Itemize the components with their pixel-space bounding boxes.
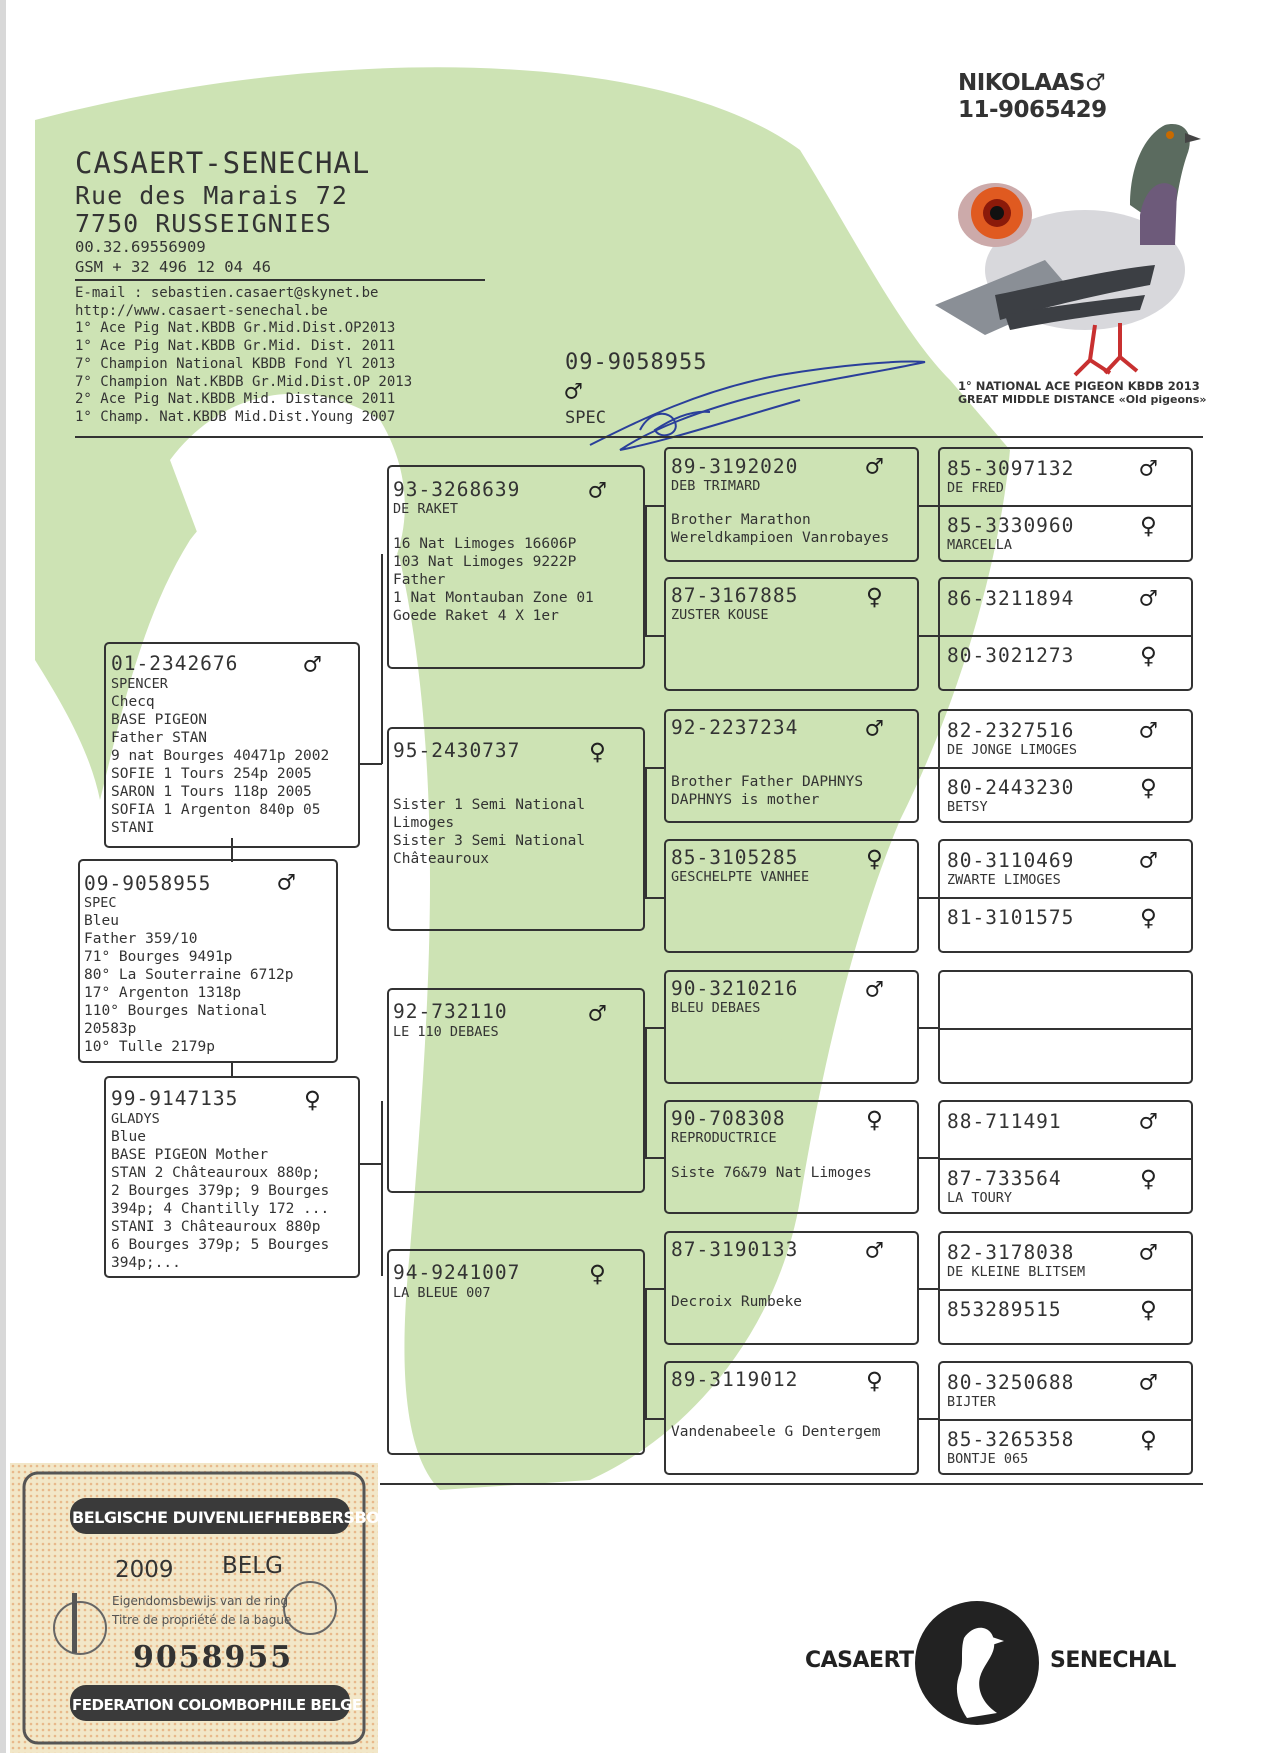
pigeon-name: ZWARTE LIMOGES — [947, 872, 1061, 888]
pigeon-name: DE RAKET — [393, 501, 459, 517]
pigeon-logo-icon — [912, 1593, 1042, 1733]
pedigree-card-gggp-pair-8[interactable] — [938, 1361, 1193, 1475]
pigeon-name: BLEU DEBAES — [671, 1000, 761, 1016]
connector — [645, 1418, 665, 1420]
connector — [919, 1027, 939, 1029]
pigeon-name: MARCELLA — [947, 537, 1013, 553]
female-icon: ♀ — [1140, 1293, 1157, 1326]
pedigree-card-gp-4[interactable] — [387, 1249, 645, 1455]
male-icon: ♂ — [866, 1234, 883, 1267]
achievement-4: 7° Champion Nat.KBDB Gr.Mid.Dist.OP 2013 — [75, 373, 413, 390]
pigeon-ring: 82-2327516 — [947, 719, 1075, 742]
connector — [359, 1163, 382, 1165]
pair-divider — [940, 635, 1191, 637]
pigeon-ring: 80-3110469 — [947, 849, 1075, 872]
pigeon-ring: 86-3211894 — [947, 587, 1075, 610]
pigeon-notes: Blue BASE PIGEON Mother STAN 2 Châteauroux 880p; 2 Bourges 379p; 9 Bourges 394p; 4 Chantilly 172 ... STANI 3 Châteauroux 880p 6 Bourges 379p; 5 Bourges 394p;... — [111, 1129, 330, 1271]
breeder-name: CASAERT-SENECHAL — [75, 146, 371, 180]
connector — [645, 1027, 665, 1029]
pigeon-name: BONTJE 065 — [947, 1451, 1029, 1467]
header-divider — [75, 279, 485, 281]
male-icon: ♂ — [589, 474, 606, 507]
stamp-title-bottom: FEDERATION COLOMBOPHILE BELGE — [72, 1696, 362, 1714]
connector — [645, 897, 665, 899]
pedigree-card-main[interactable] — [78, 859, 338, 1063]
pigeon-ring: 853289515 — [947, 1298, 1062, 1321]
pedigree-bottom-divider — [380, 1483, 1203, 1485]
pigeon-name: DE JONGE LIMOGES — [947, 742, 1078, 758]
connector — [919, 897, 939, 899]
pigeon-notes: Checq BASE PIGEON Father STAN 9 nat Bourges 40471p 2002 SOFIE 1 Tours 254p 2005 SARON 1 Tours 118p 2005 SOFIA 1 Argenton 840p 05 STANI — [111, 694, 330, 836]
headline-pigeon-ring: 11-9065429 — [958, 97, 1107, 123]
female-icon: ♀ — [304, 1083, 321, 1116]
pigeon-ring: 95-2430737 — [393, 739, 521, 762]
pigeon-ring: 85-3105285 — [671, 846, 799, 869]
headline-caption-2: GREAT MIDDLE DISTANCE «Old pigeons» — [958, 393, 1207, 406]
female-icon: ♀ — [589, 1257, 606, 1290]
pedigree-card-ggp-5[interactable] — [664, 970, 919, 1084]
connector — [645, 767, 665, 769]
pigeon-name: REPRODUCTRICE — [671, 1130, 777, 1146]
pigeon-notes: 16 Nat Limoges 16606P 103 Nat Limoges 9222P Father 1 Nat Montauban Zone 01 Goede Raket 4 X 1er — [393, 536, 594, 624]
pigeon-ring: 92-2237234 — [671, 716, 799, 739]
eye-photo-icon — [955, 180, 1035, 250]
connector — [919, 505, 939, 507]
breeder-city: 7750 RUSSEIGNIES — [75, 209, 332, 238]
male-icon: ♂ — [1140, 452, 1157, 485]
connector — [645, 505, 647, 635]
breeder-email: E-mail : sebastien.casaert@skynet.be — [75, 285, 379, 301]
male-icon: ♂ — [1140, 582, 1157, 615]
pigeon-ring: 81-3101575 — [947, 906, 1075, 929]
pigeon-ring: 87-733564 — [947, 1167, 1062, 1190]
breeder-street: Rue des Marais 72 — [75, 181, 348, 210]
pigeon-name: ZUSTER KOUSE — [671, 607, 769, 623]
pedigree-card-gggp-pair-3[interactable] — [938, 709, 1193, 823]
connector — [645, 1288, 665, 1290]
pigeon-notes: Bleu Father 359/10 71° Bourges 9491p 80° La Souterraine 6712p 17° Argenton 1318p 110° Bourges National 20583p 10° Tulle 2179p — [84, 913, 294, 1055]
pigeon-ring: 82-3178038 — [947, 1241, 1075, 1264]
pigeon-ring: 85-3097132 — [947, 457, 1075, 480]
pigeon-ring: 85-3265358 — [947, 1428, 1075, 1451]
subject-ring: 09-9058955 — [565, 350, 708, 375]
pigeon-notes: Vandenabeele G Dentergem — [671, 1424, 881, 1440]
connector — [645, 767, 647, 897]
female-icon: ♀ — [866, 1103, 883, 1136]
headline-pigeon-name: NIKOLAAS♂ — [958, 70, 1106, 96]
stamp-line-1: Eigendomsbewijs van de ring — [112, 1594, 289, 1608]
pedigree-top-divider — [75, 436, 1203, 438]
connector — [645, 635, 665, 637]
pigeon-notes: Siste 76&79 Nat Limoges — [671, 1165, 872, 1181]
pigeon-ring: 87-3167885 — [671, 584, 799, 607]
pedigree-card-ggp-3[interactable] — [664, 709, 919, 823]
pair-divider — [940, 505, 1191, 507]
connector — [645, 1288, 647, 1418]
pigeon-ring: 80-3250688 — [947, 1371, 1075, 1394]
pedigree-card-gggp-pair-5[interactable] — [938, 970, 1193, 1084]
connector — [919, 767, 939, 769]
connector — [381, 554, 383, 764]
breeder-website: http://www.casaert-senechal.be — [75, 302, 328, 319]
pigeon-name: SPENCER — [111, 676, 168, 692]
pair-divider — [940, 1289, 1191, 1291]
pigeon-ring: 92-732110 — [393, 1000, 508, 1023]
pedigree-card-ggp-2[interactable] — [664, 577, 919, 691]
logo-text-right: SENECHAL — [1050, 1648, 1176, 1673]
subject-name: SPEC — [565, 408, 606, 428]
pigeon-name: LA BLEUE 007 — [393, 1285, 491, 1301]
pigeon-ring: 89-3119012 — [671, 1368, 799, 1391]
achievement-6: 1° Champ. Nat.KBDB Mid.Dist.Young 2007 — [75, 408, 396, 425]
pair-divider — [940, 1158, 1191, 1160]
headline-caption-1: 1° NATIONAL ACE PIGEON KBDB 2013 — [958, 379, 1200, 393]
pedigree-card-gggp-pair-7[interactable] — [938, 1231, 1193, 1345]
pigeon-ring: 09-9058955 — [84, 872, 212, 895]
male-icon: ♂ — [1140, 1105, 1157, 1138]
pedigree-card-gggp-pair-2[interactable] — [938, 577, 1193, 691]
pair-divider — [940, 897, 1191, 899]
stamp-title-top: BELGISCHE DUIVENLIEFHEBBERSBOND — [72, 1508, 405, 1527]
pigeon-name: BETSY — [947, 799, 988, 815]
logo-text-left: CASAERT — [805, 1648, 914, 1673]
stamp-line-2: Titre de propriété de la bague — [112, 1613, 292, 1627]
male-icon: ♂ — [1140, 844, 1157, 877]
achievement-1: 1° Ace Pig Nat.KBDB Gr.Mid.Dist.OP2013 — [75, 320, 396, 337]
connector — [381, 1101, 383, 1276]
connector — [919, 1288, 939, 1290]
pigeon-ring: 90-708308 — [671, 1107, 786, 1130]
stamp-country: BELG — [222, 1553, 283, 1579]
pigeon-ring: 90-3210216 — [671, 977, 799, 1000]
pigeon-name: BIJTER — [947, 1394, 996, 1410]
pigeon-name: SPEC — [84, 895, 117, 911]
connector — [919, 1157, 939, 1159]
pedigree-card-ggp-6[interactable] — [664, 1100, 919, 1214]
male-icon: ♂ — [278, 866, 295, 899]
pair-divider — [940, 1419, 1191, 1421]
pigeon-name: DEB TRIMARD — [671, 478, 761, 494]
pedigree-card-ggp-7[interactable] — [664, 1231, 919, 1345]
pigeon-name: DE FRED — [947, 480, 1004, 496]
pigeon-ring: 89-3192020 — [671, 455, 799, 478]
male-icon: ♂ — [1140, 1366, 1157, 1399]
pair-divider — [940, 1028, 1191, 1030]
male-icon: ♂ — [1140, 714, 1157, 747]
pedigree-card-gggp-pair-1[interactable] — [938, 447, 1193, 562]
pigeon-ring: 93-3268639 — [393, 478, 521, 501]
female-icon: ♀ — [1140, 509, 1157, 542]
pedigree-card-ggp-4[interactable] — [664, 839, 919, 953]
female-icon: ♀ — [866, 580, 883, 613]
pigeon-name: LA TOURY — [947, 1190, 1013, 1206]
female-icon: ♀ — [1140, 1423, 1157, 1456]
achievement-5: 2° Ace Pig Nat.KBDB Mid. Distance 2011 — [75, 391, 396, 408]
achievement-2: 1° Ace Pig Nat.KBDB Gr.Mid. Dist. 2011 — [75, 338, 396, 355]
male-icon: ♂ — [304, 648, 321, 681]
pedigree-card-gggp-pair-4[interactable] — [938, 839, 1193, 953]
connector — [645, 505, 665, 507]
pigeon-ring: 87-3190133 — [671, 1238, 799, 1261]
pigeon-name: GESCHELPTE VANHEE — [671, 869, 810, 885]
pedigree-card-gp-3[interactable] — [387, 988, 645, 1193]
female-icon: ♀ — [866, 842, 883, 875]
pedigree-card-gp-1[interactable] — [387, 465, 645, 669]
pair-divider — [940, 767, 1191, 769]
female-icon: ♀ — [589, 735, 606, 768]
pigeon-ring: 94-9241007 — [393, 1261, 521, 1284]
male-icon: ♂ — [866, 712, 883, 745]
female-icon: ♀ — [1140, 639, 1157, 672]
pedigree-card-ggp-1[interactable] — [664, 447, 919, 562]
connector — [645, 1157, 665, 1159]
breeder-gsm: GSM + 32 496 12 04 46 — [75, 258, 271, 276]
male-icon: ♂ — [866, 973, 883, 1006]
female-icon: ♀ — [1140, 771, 1157, 804]
subject-sex-icon: ♂ — [565, 375, 582, 408]
female-icon: ♀ — [1140, 901, 1157, 934]
breeder-info-list — [75, 285, 412, 427]
pigeon-name: LE 110 DEBAES — [393, 1024, 499, 1040]
male-icon: ♂ — [589, 997, 606, 1030]
connector — [359, 763, 382, 765]
connector — [645, 1027, 647, 1157]
pigeon-ring: 99-9147135 — [111, 1087, 239, 1110]
pedigree-card-sire[interactable] — [104, 642, 360, 848]
pigeon-ring: 01-2342676 — [111, 652, 239, 675]
connector — [231, 1063, 233, 1077]
signature-icon — [580, 350, 940, 460]
pigeon-notes: Brother Marathon Wereldkampioen Vanrobayes — [671, 512, 890, 546]
connector — [919, 635, 939, 637]
pigeon-ring: 85-3330960 — [947, 514, 1075, 537]
pigeon-ring: 80-3021273 — [947, 644, 1075, 667]
pigeon-notes: Brother Father DAPHNYS DAPHNYS is mother — [671, 774, 864, 808]
stamp-ring-number: 9058955 — [133, 1640, 294, 1675]
pigeon-notes: Decroix Rumbeke — [671, 1294, 802, 1310]
breeder-phone: 00.32.69556909 — [75, 238, 206, 256]
pigeon-notes: Sister 1 Semi National Limoges Sister 3 Semi National Châteauroux — [393, 797, 586, 867]
female-icon: ♀ — [866, 1364, 883, 1397]
pedigree-card-gp-2[interactable] — [387, 727, 645, 931]
connector — [919, 1418, 939, 1420]
female-icon: ♀ — [1140, 1162, 1157, 1195]
pigeon-name: DE KLEINE BLITSEM — [947, 1264, 1086, 1280]
pedigree-card-gggp-pair-6[interactable] — [938, 1100, 1193, 1214]
achievement-3: 7° Champion National KBDB Fond Yl 2013 — [75, 355, 396, 372]
pigeon-ring: 80-2443230 — [947, 776, 1075, 799]
male-icon: ♂ — [1140, 1236, 1157, 1269]
pedigree-card-dam[interactable] — [104, 1076, 360, 1278]
stamp-year: 2009 — [115, 1557, 174, 1583]
pigeon-ring: 88-711491 — [947, 1110, 1062, 1133]
pigeon-name: GLADYS — [111, 1111, 160, 1127]
pedigree-card-ggp-8[interactable] — [664, 1361, 919, 1475]
male-icon: ♂ — [866, 450, 883, 483]
